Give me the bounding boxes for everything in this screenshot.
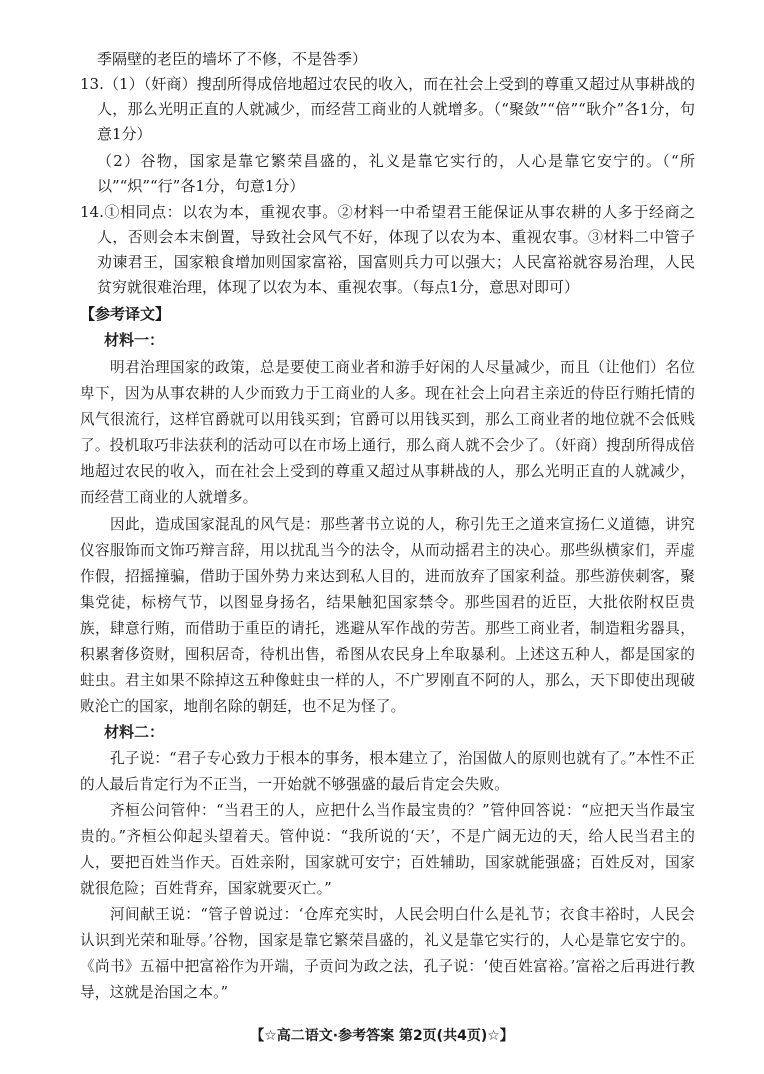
material-1-paragraph-2: 因此，造成国家混乱的风气是：那些著书立说的人，称引先王之道来宣扬仁义道德，讲究仪容服饰而文饰巧辩言辞，用以扰乱当今的法令，从而动摇君主的决心。那些纵横家们，弄虚作假，招摇撞骗，借助于国外势力来达到私人目的，进而放弃了国家利益。那些游侠刺客，聚集党徒，标榜气节，以图显身扬名，结果触犯国家禁令。那些国君的近臣，大批依附权臣贵族，肆意行贿，而借助于重臣的请托，逃避从军作战的劳苦。那些工商业者，制造粗劣器具，积累奢侈资财，囤积居奇，待机出售，希图从农民身上牟取暴利。上述这五种人，都是国家的蛀虫。君主如果不除掉这五种像蛀虫一样的人，不广罗刚直不阿的人，那么，天下即使出现破败沦亡的国家，地削名除的朝廷，也不足为怪了。 [80, 516, 695, 715]
answer-13-part2: （2）谷物，国家是靠它繁荣昌盛的，礼义是靠它实行的，人心是靠它安宁的。（“所以”“炽”“行”各1分，句意1分） [97, 152, 695, 195]
material-2-paragraph-1: 孔子说：“君子专心致力于根本的事务，根本建立了，治国做人的原则也就有了。”本性不正的人最后肯定行为不正当，一开始就不够强盛的最后肯定会失败。 [80, 750, 695, 793]
material-2-paragraph-2: 齐桓公问管仲：“当君王的人，应把什么当作最宝贵的？”管仲回答说：“应把天当作最宝贵的。”齐桓公仰起头望着天。管仲说：“我所说的‘天’，不是广阔无边的天，给人民当君主的人，要把百姓当作天。百姓亲附，国家就可安宁；百姓辅助，国家就能强盛；百姓反对，国家就很危险；百姓背弃，国家就要灭亡。” [80, 802, 695, 897]
answer-14: 14.①相同点：以农为本，重视农事。②材料一中希望君王能保证从事农耕的人多于经商之人，否则会本末倒置，导致社会风气不好，体现了以农为本、重视农事。③材料二中管子劝谏君王，国家粮食增加则国家富裕，国富则兵力可以强大；人民富裕就容易治理，人民贫穷就很难治理，体现了以农为本、重视农事。（每点1分，意思对即可） [80, 203, 695, 296]
material-1-label: 材料一： [104, 331, 165, 349]
carry-over-line: 季隔壁的老臣的墙坏了不修，不是咎季） [97, 50, 368, 68]
translation-heading: 【参考译文】 [80, 305, 171, 323]
page-footer: 【☆高二语文·参考答案 第2页(共4页)☆】 [250, 1028, 514, 1044]
material-2-paragraph-3: 河间献王说：“管子曾说过：‘仓库充实时，人民会明白什么是礼节；衣食丰裕时，人民会认识到光荣和耻辱。’谷物，国家是靠它繁荣昌盛的，礼义是靠它实行的，人心是靠它安宁的。《尚书》五福中把富裕作为开端，子贡问为政之法，孔子说：‘使百姓富裕。’富裕之后再进行教导，这就是治国之本。” [80, 906, 695, 1001]
answer-13-part1: 13.（1）（奸商）搜刮所得成倍地超过农民的收入，而在社会上受到的尊重又超过从事耕战的人，那么光明正直的人就减少，而经营工商业的人就增多。（“聚敛”“倍”“耿介”各1分，句意1分） [80, 75, 695, 143]
material-2-label: 材料二： [104, 723, 165, 741]
material-1-paragraph-1: 明君治理国家的政策，总是要使工商业者和游手好闲的人尽量减少，而且（让他们）名位卑下，因为从事农耕的人少而致力于工商业的人多。现在社会上向君主亲近的侍臣行贿托情的风气很流行，这样官爵就可以用钱买到；官爵可以用钱买到，那么工商业者的地位就不会低贱了。投机取巧非法获利的活动可以在市场上通行，那么商人就不会少了。（奸商）搜刮所得成倍地超过农民的收入，而在社会上受到的尊重又超过从事耕战的人，那么光明正直的人就减少，而经营工商业的人就增多。 [80, 359, 695, 506]
